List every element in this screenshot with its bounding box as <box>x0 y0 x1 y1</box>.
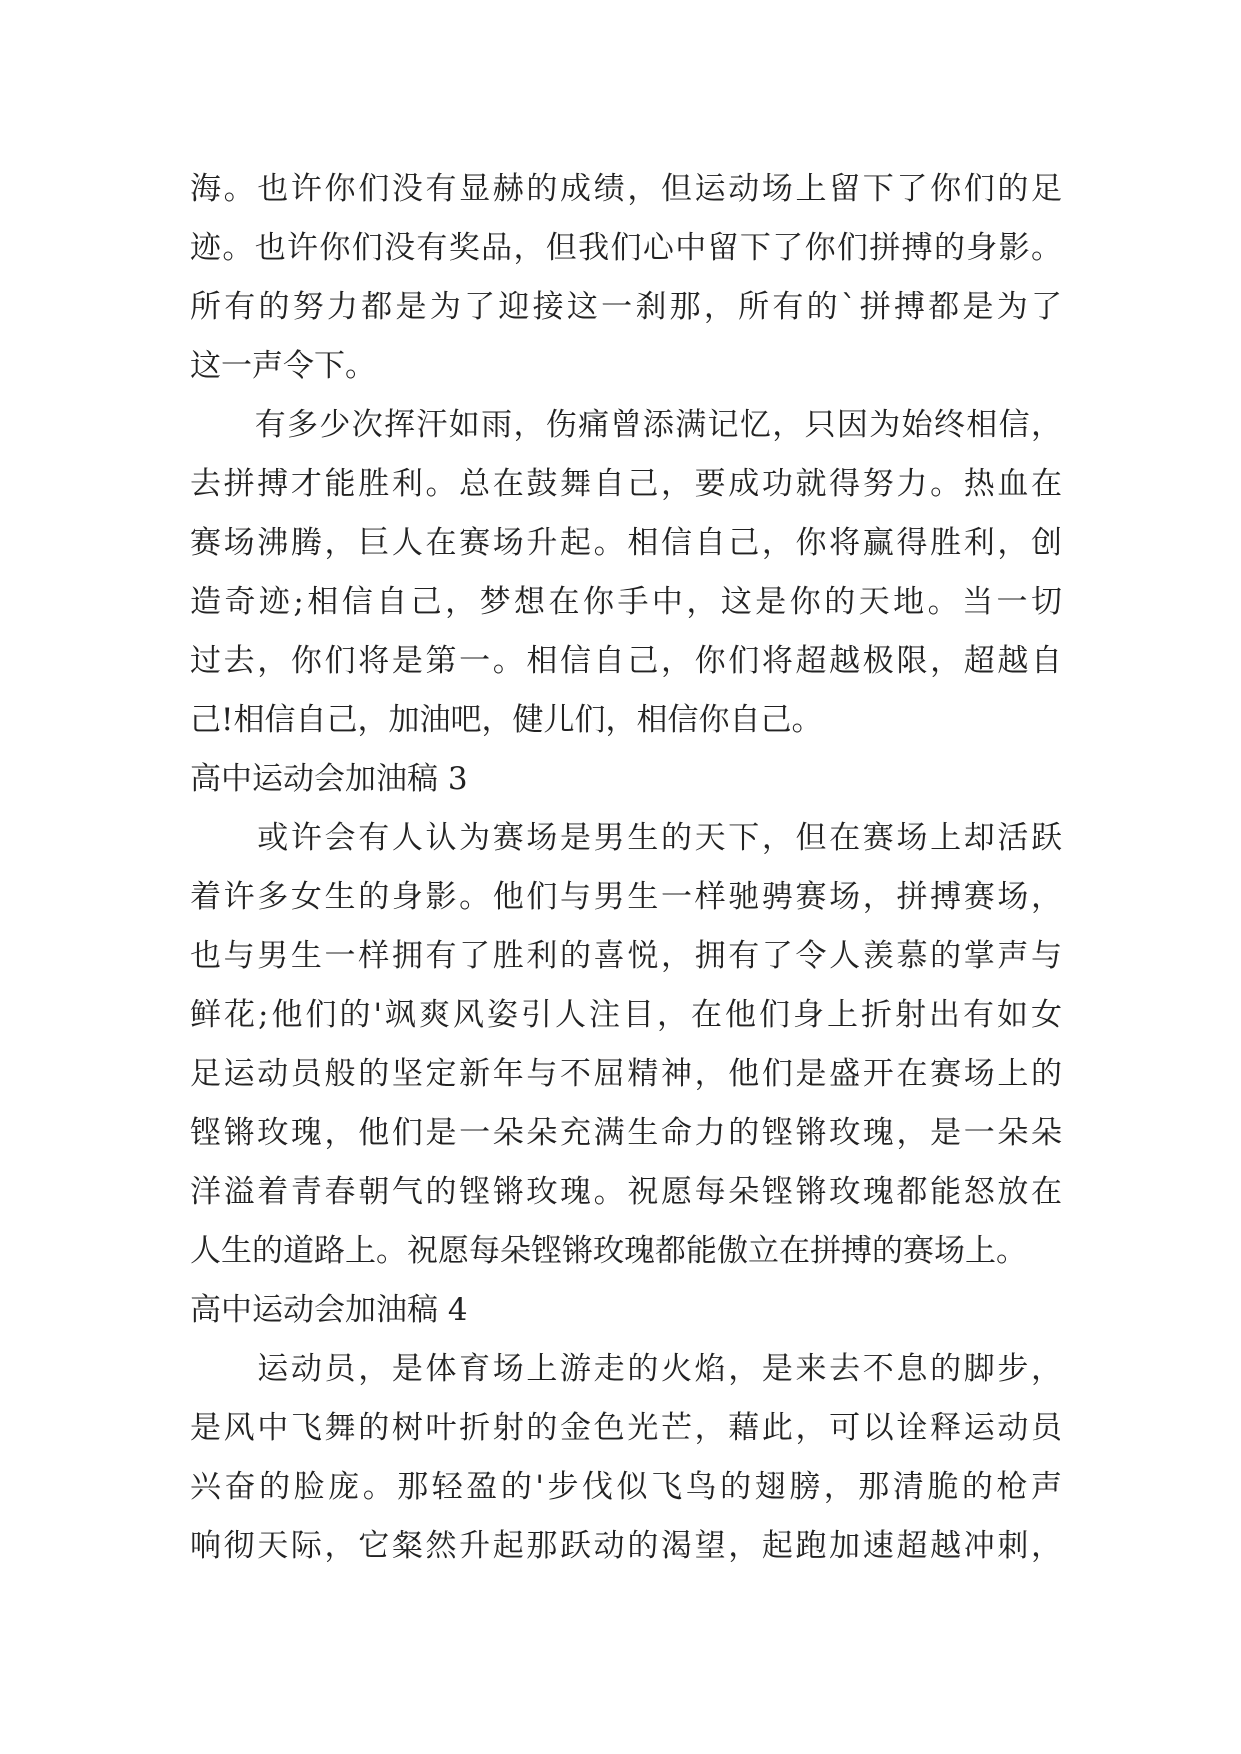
text-line: 洋溢着青春朝气的铿锵玫瑰。祝愿每朵铿锵玫瑰都能怒放在 <box>190 1174 1062 1210</box>
text-line: 响彻天际，它粲然升起那跃动的渴望，起跑加速超越冲刺， <box>190 1528 1062 1564</box>
text-line: 兴奋的脸庞。那轻盈的'步伐似飞鸟的翅膀，那清脆的枪声 <box>190 1469 1062 1505</box>
text-line: 赛场沸腾，巨人在赛场升起。相信自己，你将赢得胜利，创 <box>190 525 1062 561</box>
text-line: 己!相信自己，加油吧，健儿们，相信你自己。 <box>190 702 823 738</box>
text-line: 迹。也许你们没有奖品，但我们心中留下了你们拼搏的身影。 <box>190 230 1062 266</box>
section-heading: 高中运动会加油稿 4 <box>190 1292 468 1328</box>
text-line: 海。也许你们没有显赫的成绩，但运动场上留下了你们的足 <box>190 171 1062 207</box>
text-line: 鲜花;他们的'飒爽风姿引人注目，在他们身上折射出有如女 <box>190 997 1062 1033</box>
text-line: 过去，你们将是第一。相信自己，你们将超越极限，超越自 <box>190 643 1062 679</box>
paragraph <box>190 809 1062 1281</box>
text-line: 造奇迹;相信自己，梦想在你手中，这是你的天地。当一切 <box>190 584 1062 620</box>
paragraph <box>190 1340 1062 1576</box>
document-body <box>190 160 1062 1576</box>
text-line: 人生的道路上。祝愿每朵铿锵玫瑰都能傲立在拼搏的赛场上。 <box>190 1233 1027 1269</box>
text-line: 足运动员般的坚定新年与不屈精神，他们是盛开在赛场上的 <box>190 1056 1062 1092</box>
text-line: 有多少次挥汗如雨，伤痛曾添满记忆，只因为始终相信， <box>190 407 1062 443</box>
text-line: 去拼搏才能胜利。总在鼓舞自己，要成功就得努力。热血在 <box>190 466 1062 502</box>
section-heading: 高中运动会加油稿 3 <box>190 761 468 797</box>
text-line: 所有的努力都是为了迎接这一刹那，所有的`拼搏都是为了 <box>190 289 1062 325</box>
text-line: 或许会有人认为赛场是男生的天下，但在赛场上却活跃 <box>190 820 1062 856</box>
text-line: 这一声令下。 <box>190 348 376 384</box>
text-line: 也与男生一样拥有了胜利的喜悦，拥有了令人羡慕的掌声与 <box>190 938 1062 974</box>
paragraph <box>190 396 1062 750</box>
text-line: 着许多女生的身影。他们与男生一样驰骋赛场，拼搏赛场， <box>190 879 1062 915</box>
paragraph <box>190 160 1062 396</box>
text-line: 是风中飞舞的树叶折射的金色光芒，藉此，可以诠释运动员 <box>190 1410 1062 1446</box>
text-line: 运动员，是体育场上游走的火焰，是来去不息的脚步， <box>190 1351 1062 1387</box>
text-line: 铿锵玫瑰，他们是一朵朵充满生命力的铿锵玫瑰，是一朵朵 <box>190 1115 1062 1151</box>
